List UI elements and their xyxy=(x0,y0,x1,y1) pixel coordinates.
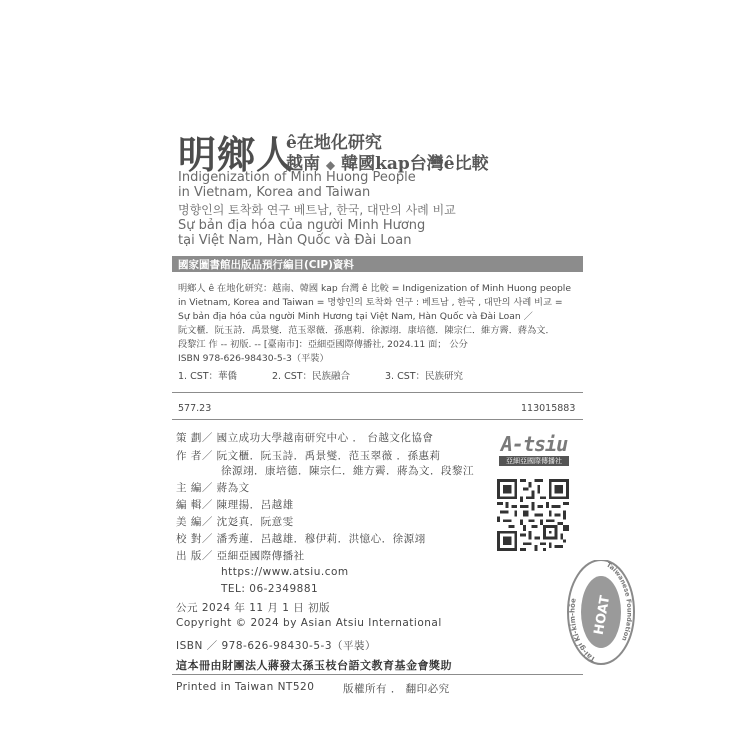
edition-date: 公元 2024 年 11 月 1 日 初版 xyxy=(176,602,331,614)
credit-publisher: 出 版／ 亞細亞國際傳播社 xyxy=(176,550,305,562)
subtitle-korea-taiwan: 韓國kap台灣ê比較 xyxy=(341,154,489,174)
credit-proofreading: 校 對／ 潘秀蓮．呂越雄．穆伊莉．洪憶心．徐源翊 xyxy=(176,533,426,545)
credit-editor-in-chief: 主 編／ 蔣為文 xyxy=(176,482,250,494)
isbn: ISBN ／ 978-626-98430-5-3（平裝） xyxy=(176,640,376,652)
credit-editors: 編 輯／ 陳理揚．呂越雄 xyxy=(176,499,294,511)
cip-line: 段黎江 作 -- 初版. -- [臺南市]：亞細亞國際傳播社, 2024.11 面； 公分 xyxy=(178,339,468,350)
foundation-seal-logo xyxy=(566,560,636,670)
divider xyxy=(172,392,583,393)
printed-in: Printed in Taiwan NT520 xyxy=(176,681,315,693)
diamond-icon: ◆ xyxy=(325,158,336,172)
copyright: Copyright © 2024 by Asian Atsiu International xyxy=(176,617,442,629)
svg-text:HOAT: HOAT xyxy=(591,594,614,637)
cip-line: 阮文櫃．阮玉詩．禹景燮．范玉翠薇．孫惠莉．徐源翊．康培德．陳宗仁．維方霽．蔣為文． xyxy=(178,325,555,336)
atsiu-logo-caption: 亞細亞國際傳播社 xyxy=(499,456,569,466)
atsiu-logo-word: A-tsiu xyxy=(500,432,568,456)
sponsor-note: 這本冊由財團法人蔣發太孫玉枝台語文教育基金會獎助 xyxy=(176,659,452,672)
cip-line: in Vietnam, Korea and Taiwan = 명향인의 토착화 연구 : 베트남 , 한국 , 대만의 사례 비교 = xyxy=(178,297,563,308)
divider xyxy=(172,419,583,420)
subtitle-line-1: ê在地化研究 xyxy=(286,133,382,153)
record-number: 113015883 xyxy=(521,403,576,414)
cip-header: 國家圖書館出版品預行編目(CIP)資料 xyxy=(178,259,354,271)
subtitle-vietnam: 越南 xyxy=(286,154,320,174)
english-title-2: in Vietnam, Korea and Taiwan xyxy=(178,185,371,200)
cip-subject: 1. CST：華僑 xyxy=(178,371,238,382)
book-title: 明鄉人 xyxy=(178,132,296,177)
english-title-1: Indigenization of Minh Huong People xyxy=(178,170,416,185)
credit-authors: 作 者／ 阮文櫃．阮玉詩．禹景燮．范玉翠薇 ．孫惠莉 xyxy=(176,450,441,462)
svg-text:Taiwanese Foundation: Taiwanese Foundation xyxy=(604,560,634,643)
cip-line: Sự bản địa hóa của người Minh Hương tại Việt Nam, Hàn Quốc và Đài Loan ／ xyxy=(178,311,533,322)
rights-reserved: 版權所有 ． 翻印必究 xyxy=(343,683,450,695)
class-number: 577.23 xyxy=(178,403,212,414)
korean-title: 명향인의 토착화 연구 베트남, 한국, 대만의 사례 비교 xyxy=(178,203,456,217)
cip-subject: 2. CST：民族融合 xyxy=(272,371,351,382)
credit-planning: 策 劃／ 國立成功大學越南研究中心 ． 台越文化協會 xyxy=(176,432,434,444)
publisher-website[interactable]: https://www.atsiu.com xyxy=(221,566,349,578)
svg-text:Tâi-gí Ki-kim-hōe: Tâi-gí Ki-kim-hōe xyxy=(568,597,598,664)
qr-code[interactable] xyxy=(497,479,569,551)
cip-line: 明鄉人 ê 在地化研究：越南、韓國 kap 台灣 ê 比較 = Indigenization of Minh Huong people xyxy=(178,283,572,294)
atsiu-logo xyxy=(496,432,572,466)
vietnamese-title-2: tại Việt Nam, Hàn Quốc và Đài Loan xyxy=(178,233,412,248)
credit-authors-cont: 徐源翊．康培德．陳宗仁．維方霽．蔣為文．段黎江 xyxy=(221,465,474,477)
vietnamese-title-1: Sự bản địa hóa của người Minh Hương xyxy=(178,218,426,233)
cip-line: ISBN 978-626-98430-5-3（平裝） xyxy=(178,353,329,364)
credit-art: 美 編／ 沈彣真．阮意雯 xyxy=(176,516,294,528)
divider xyxy=(172,674,583,675)
publisher-phone: TEL: 06-2349881 xyxy=(221,583,319,595)
cip-subject: 3. CST：民族研究 xyxy=(385,371,464,382)
cip-header-bar xyxy=(172,256,583,272)
